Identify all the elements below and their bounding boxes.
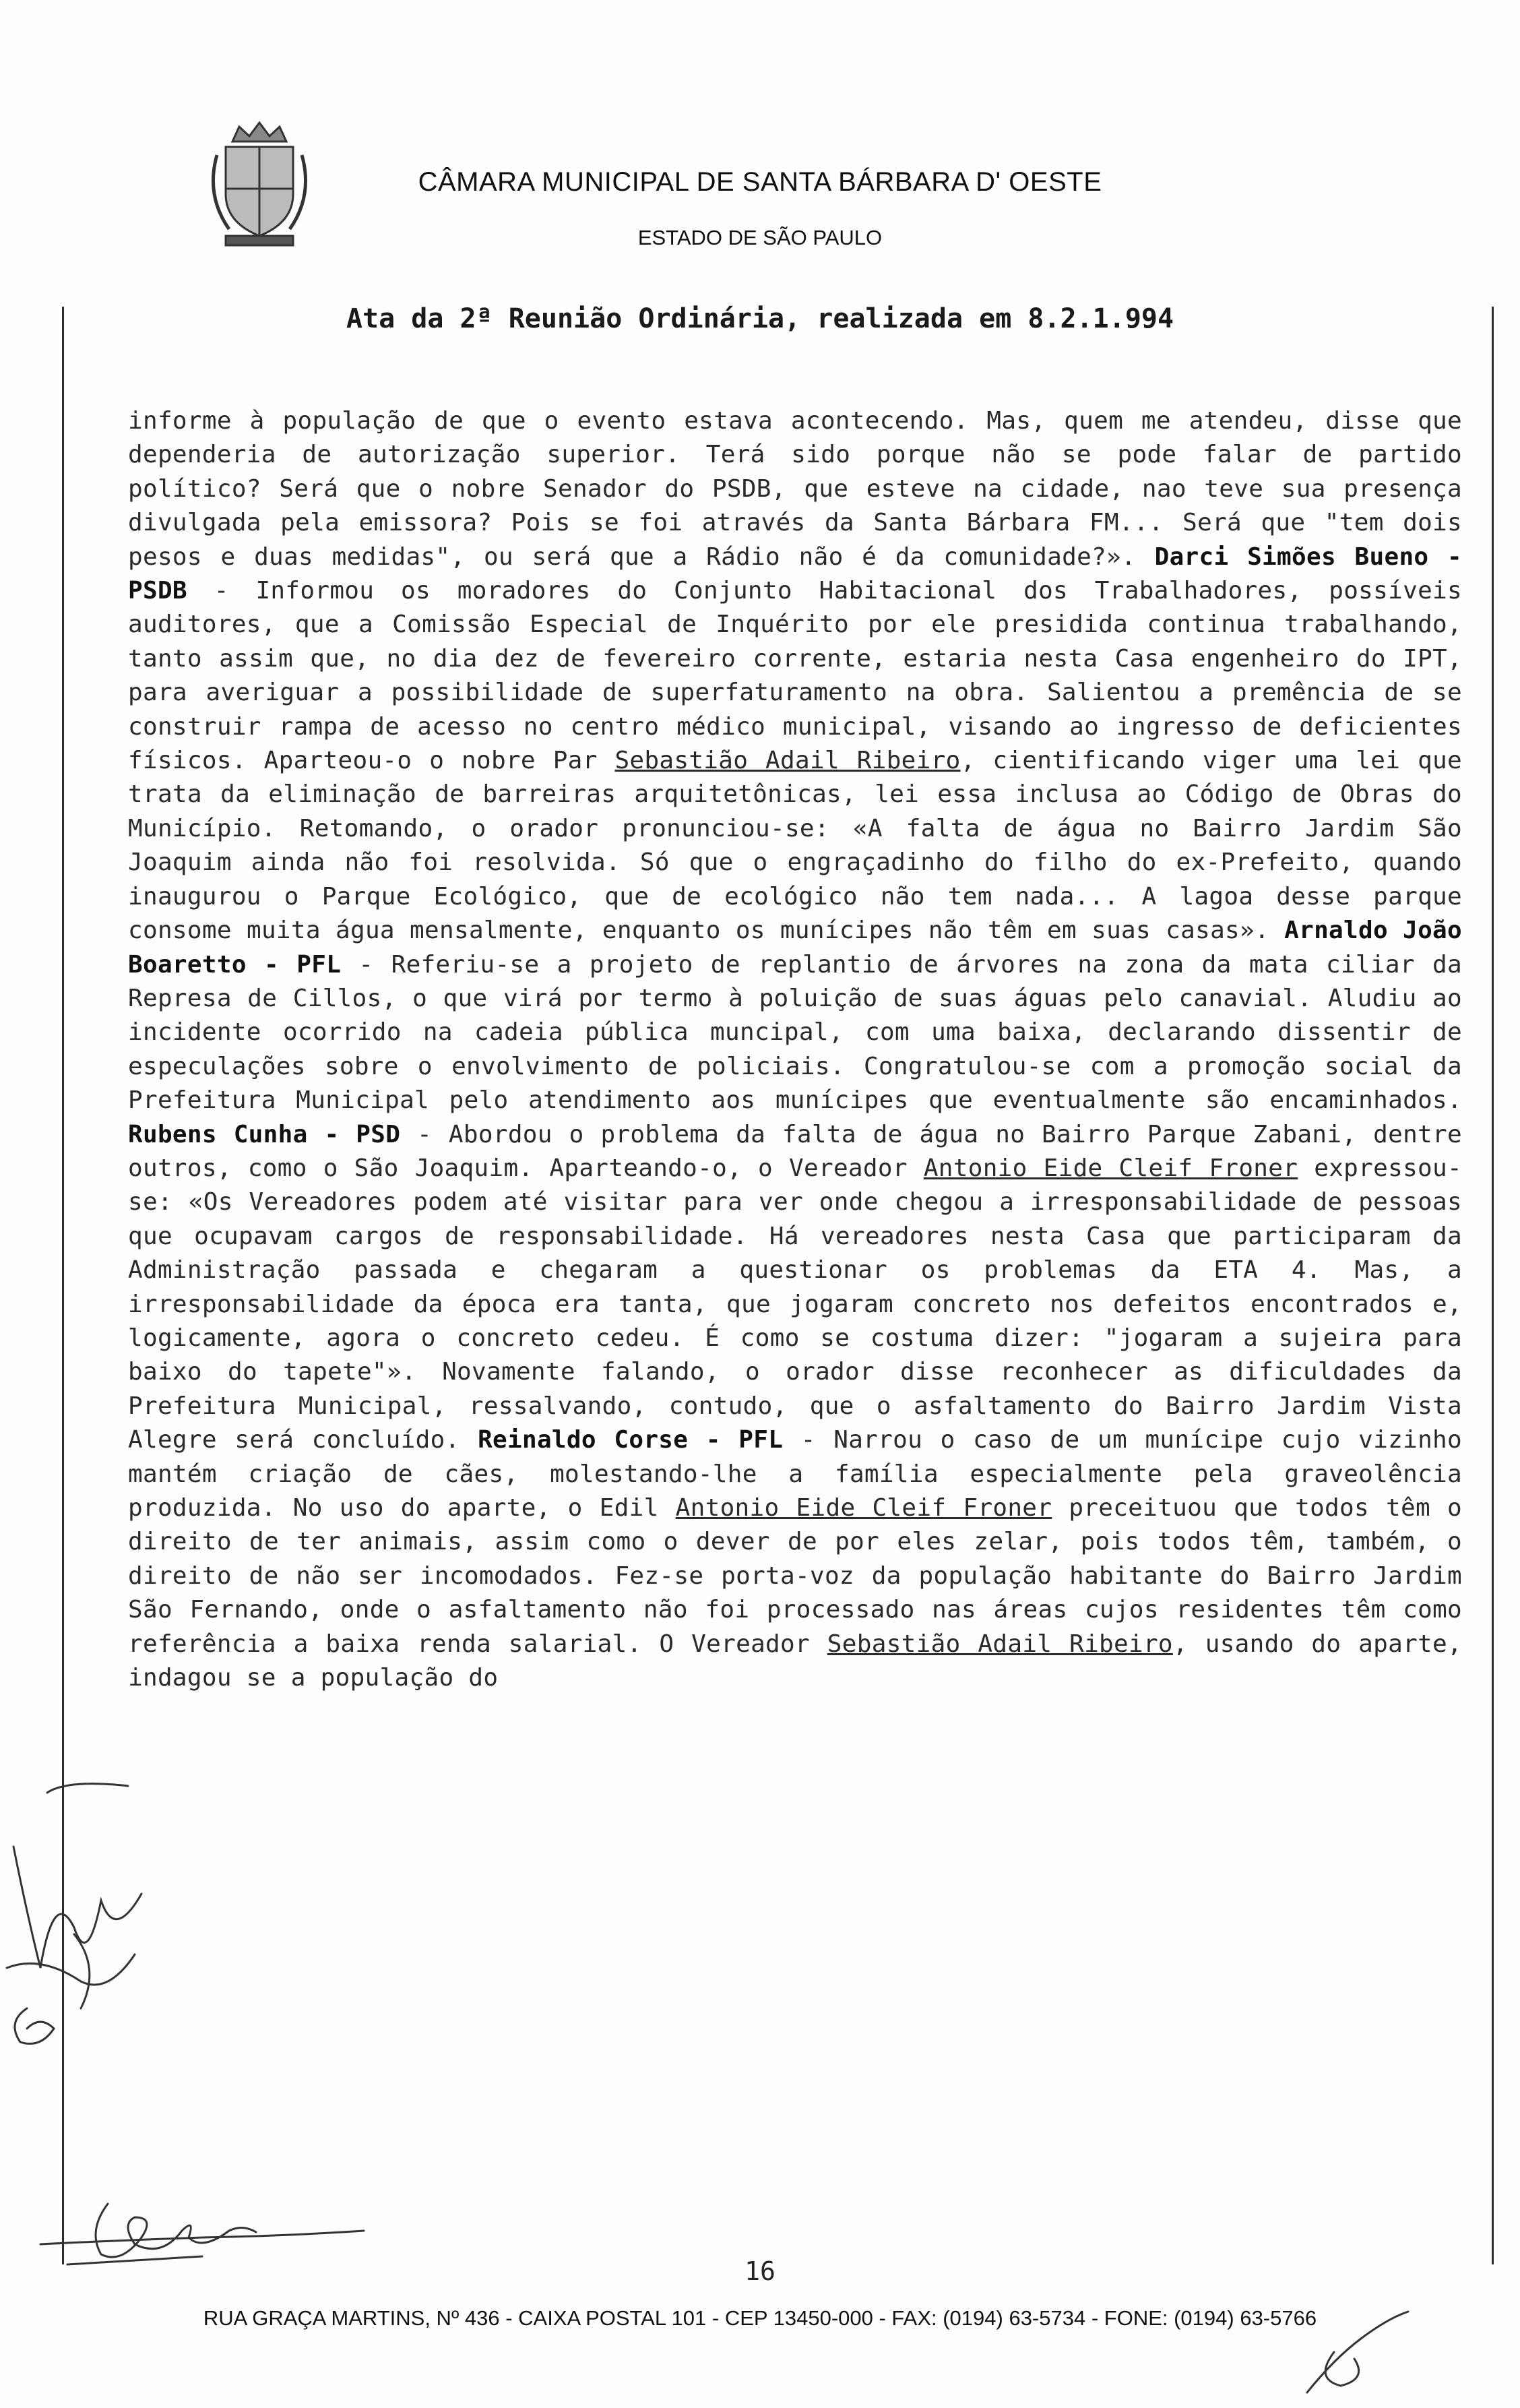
speaker-name: Reinaldo Corse - PFL — [478, 1426, 784, 1454]
body-segment: - Informou os moradores do Conjunto Habitacional dos Trabalhadores, possíveis auditores, que a Comissão Especial de Inquérito por ele presidida continua trabalhando, tanto assim que, no dia dez de fevereiro corrente, estaria nesta Casa engenheiro do IPT, para averiguar a possibilidade de superfaturamento na obra. Salientou a premência de se construir rampa de acesso no centro médico municipal, visando ao ingresso de deficientes físicos. Aparteou-o o nobre Par — [128, 577, 1462, 775]
page-number: 16 — [745, 2256, 775, 2286]
body-segment: , usando do aparte, indagou se a população do — [128, 1630, 1462, 1692]
councillor-name: Sebastião Adail Ribeiro — [827, 1630, 1173, 1658]
right-border-line — [1492, 307, 1494, 2264]
margin-signature — [0, 1766, 155, 2130]
body-segment: - Narrou o caso de um munícipe cujo vizinho mantém criação de cães, molestando-lhe a família especialmente pela graveolência produzida. No uso do aparte, o Edil — [128, 1426, 1463, 1522]
chamber-name: CÂMARA MUNICIPAL DE SANTA BÁRBARA D' OESTE — [418, 167, 1102, 197]
councillor-name: Antonio Eide Cleif Froner — [923, 1154, 1298, 1182]
minutes-title: Ata da 2ª Reunião Ordinária, realizada em 8.2.1.994 — [346, 303, 1174, 334]
body-segment: , cientificando viger uma lei que trata da eliminação de barreiras arquitetônicas, lei essa inclusa ao Código de Obras do Município. Retomando, o orador pronunciou-se: «A falta de água no Bairro Jardim São Joaquim ainda não foi resolvida. Só que o engraçadinho do filho do ex-Prefeito, quando inaugurou o Parque Ecológico, que de ecológico não tem nada... A lagoa desse parque consome muita água mensalmente, enquanto os munícipes não têm em suas casas». — [128, 747, 1462, 945]
speaker-name: Rubens Cunha - PSD — [128, 1120, 401, 1148]
minutes-body — [128, 404, 1462, 1695]
councillor-name: Antonio Eide Cleif Froner — [675, 1494, 1052, 1522]
speaker-name: Arnaldo João Boaretto - PFL — [128, 917, 1462, 979]
body-segment: - Abordou o problema da falta de água no Bairro Parque Zabani, dentre outros, como o São Joaquim. Aparteando-o, o Vereador — [128, 1120, 1463, 1182]
state-name: ESTADO DE SÃO PAULO — [637, 226, 883, 249]
councillor-name: Sebastião Adail Ribeiro — [614, 747, 961, 775]
speaker-name: Darci Simões Bueno - PSDB — [128, 543, 1462, 605]
body-segment: expressou-se: «Os Vereadores podem até visitar para ver onde chegou a irresponsabilidade de pessoas que ocupavam cargos de responsabilidade. Há vereadores nesta Casa que participaram da Administração passada e chegaram a questionar os problemas da ETA 4. Mas, a irresponsabilidade da época era tanta, que jogaram concreto nos defeitos encontrados e, logicamente, agora o concreto cedeu. É como se costuma dizer: "jogaram a sujeira para baixo do tapete"». Novamente falando, o orador disse reconhecer as dificuldades da Prefeitura Municipal, ressalvando, contudo, que o asfaltamento do Bairro Jardim Vista Alegre será concluído. — [128, 1154, 1462, 1454]
body-segment: - Referiu-se a projeto de replantio de árvores na zona da mata ciliar da Represa de Cillos, o que virá por termo à poluição de suas águas pelo canavial. Aludiu ao incidente ocorrido na cadeia pública muncipal, com uma baixa, declarando dissentir de especulações sobre o envolvimento de policiais. Congratulou-se com a promoção social da Prefeitura Municipal pelo atendimento aos munícipes que eventualmente são encaminhados. — [128, 950, 1462, 1115]
body-segment: preceituou que todos têm o direito de ter animais, assim como o dever de por eles zelar, pois todos têm, também, o direito de não ser incomodados. Fez-se porta-voz da população habitante do Bairro Jardim São Fernando, onde o asfaltamento não foi processado nas áreas cujos residentes têm como referência a baixa renda salarial. O Vereador — [128, 1494, 1462, 1658]
body-segment: informe à população de que o evento estava acontecendo. Mas, quem me atendeu, disse que dependeria de autorização superior. Terá sido porque não se pode falar de partido político? Será que o nobre Senador do PSDB, que esteve na cidade, nao teve sua presença divulgada pela emissora? Pois se foi através da Santa Bárbara FM... Será que "tem dois pesos e duas medidas", ou será que a Rádio não é da comunidade?». — [128, 407, 1462, 571]
footer-address: RUA GRAÇA MARTINS, Nº 436 - CAIXA POSTAL 101 - CEP 13450-000 - FAX: (0194) 63-5734 - FONE: (0194) 63-5766 — [203, 2306, 1317, 2330]
